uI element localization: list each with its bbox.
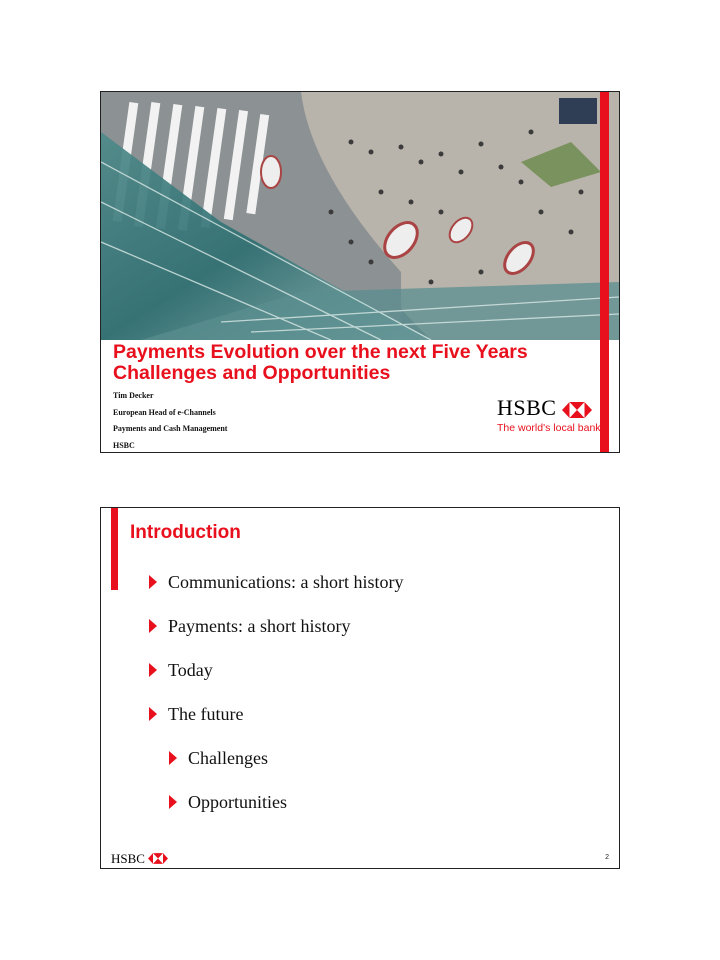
bullet-triangle-icon	[149, 663, 157, 677]
hsbc-hexagon-icon	[148, 853, 168, 864]
bullet-triangle-icon	[149, 619, 157, 633]
slide-title	[113, 342, 593, 384]
logo-wordmark: HSBC	[497, 395, 557, 420]
red-accent-bar	[111, 508, 118, 590]
bullet-triangle-icon	[149, 575, 157, 589]
bullet-triangle-icon	[149, 707, 157, 721]
presenter-name: Tim Decker	[113, 391, 154, 400]
footer-logo-wordmark: HSBC	[111, 851, 145, 866]
bullet-triangle-icon	[169, 795, 177, 809]
presenter-company: HSBC	[113, 440, 135, 450]
aerial-crossing-photo	[101, 92, 619, 340]
title-slide	[100, 91, 620, 453]
slide-heading: Introduction	[130, 522, 241, 543]
hsbc-logo	[497, 397, 601, 434]
logo-tagline: The world's local bank	[497, 422, 601, 434]
introduction-slide: Introduction Communications: a short history Payments: a short history Today The future Challenges Opportunities HSBC 2	[100, 507, 620, 869]
hsbc-hexagon-icon	[562, 402, 592, 418]
red-accent-bar	[600, 92, 609, 452]
page-number: 2	[605, 854, 609, 861]
title-line-2: Challenges and Opportunities	[113, 362, 391, 384]
bullet-triangle-icon	[169, 751, 177, 765]
presenter-role: European Head of e-Channels	[113, 407, 216, 417]
title-line-1: Payments Evolution over the next Five Years	[113, 341, 528, 363]
presenter-info	[113, 388, 227, 453]
presenter-department: Payments and Cash Management	[113, 424, 228, 433]
footer-hsbc-logo	[111, 851, 168, 867]
